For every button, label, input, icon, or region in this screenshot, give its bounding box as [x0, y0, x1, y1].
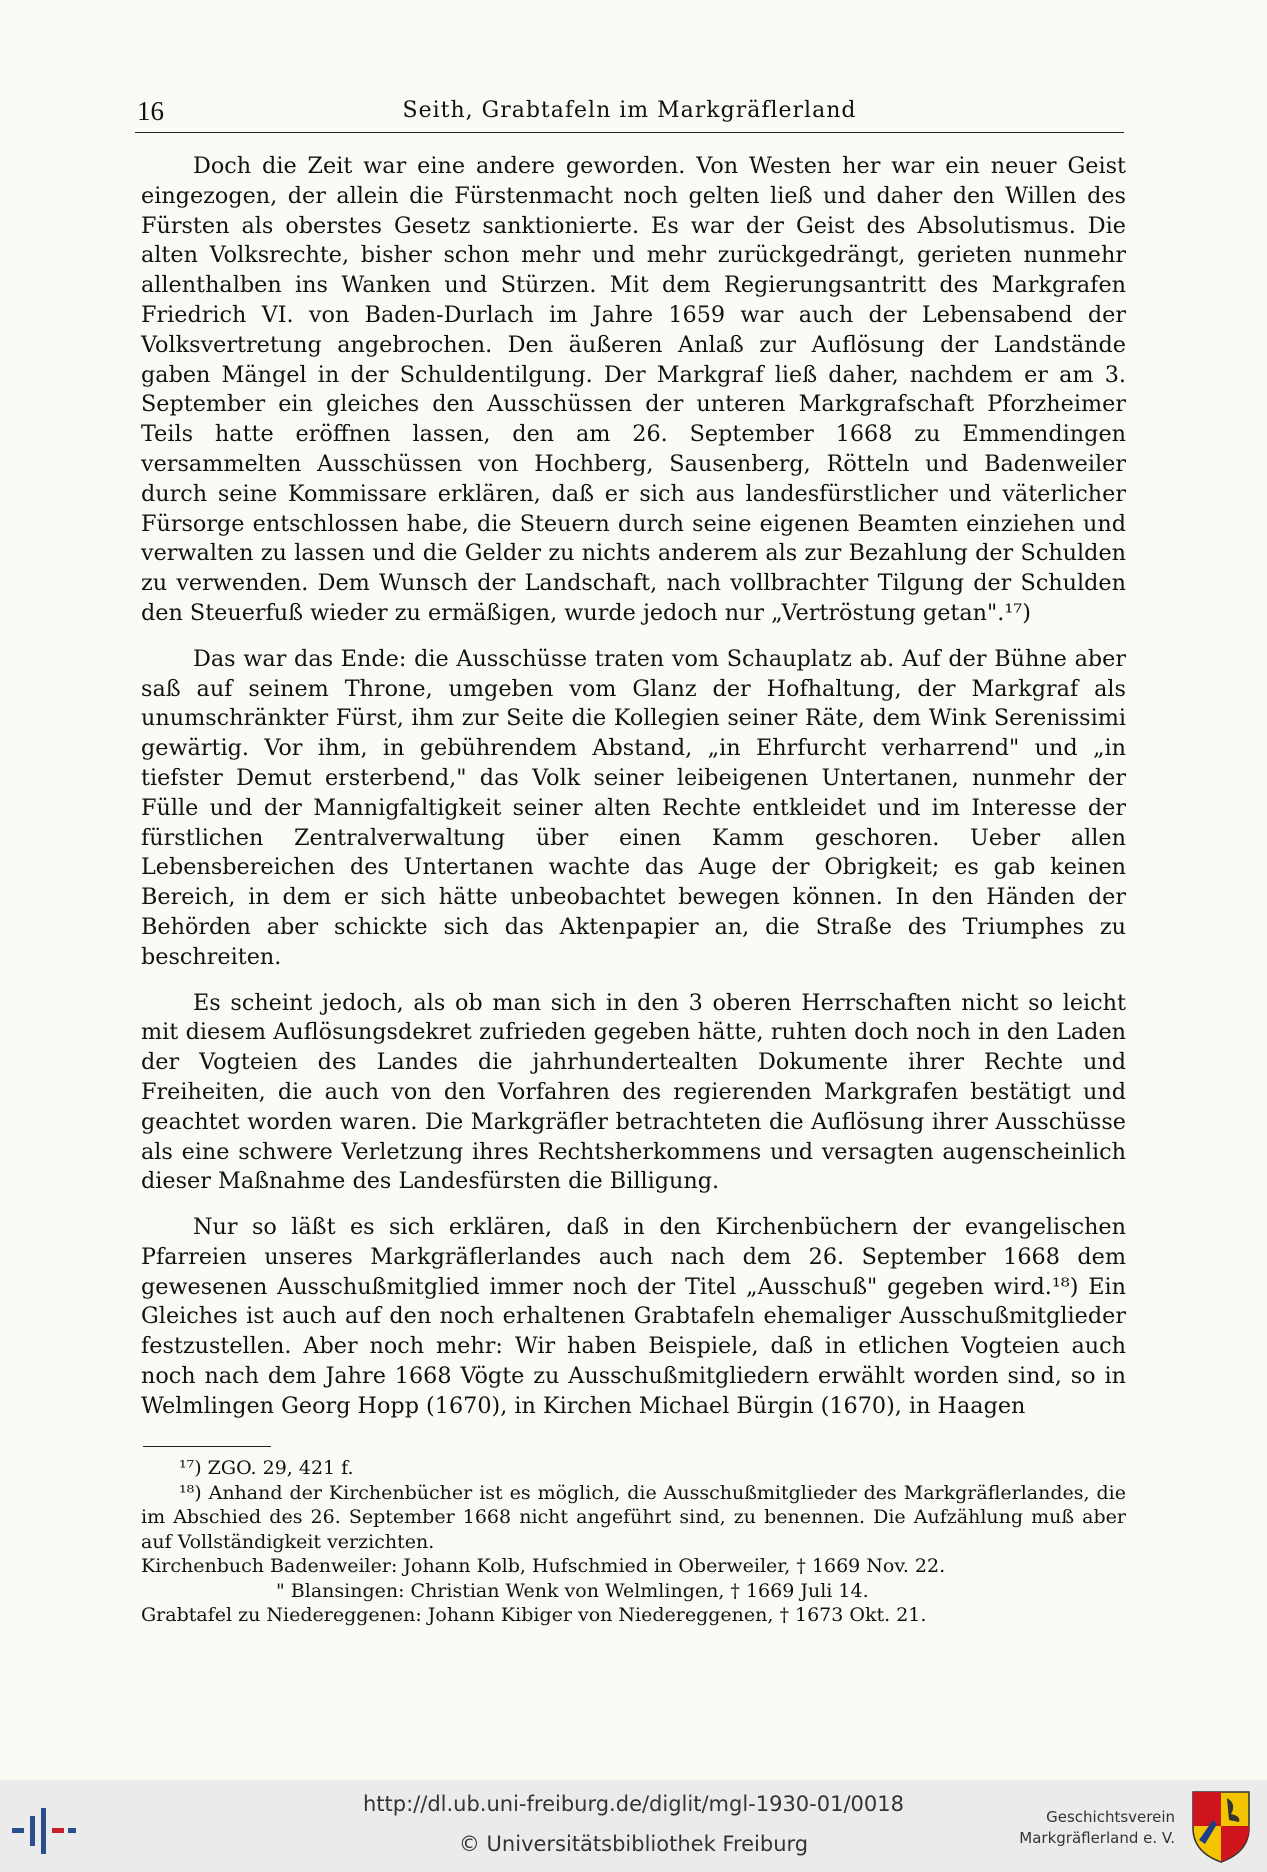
running-title: Seith, Grabtafeln im Markgräflerland: [402, 98, 857, 123]
page-header: [135, 92, 1124, 133]
footnotes: [141, 1456, 1126, 1628]
footnote-17: ¹⁷) ZGO. 29, 421 f.: [179, 1457, 354, 1479]
footnote-18: ¹⁸) Anhand der Kirchenbücher ist es möglich, die Ausschußmitglieder des Markgräflerlandes, die im Abschied des 26. September 1668 nicht angeführt sind, zu benennen. Die Aufzählung muß aber auf Vollständigkeit verzichten.: [141, 1481, 1126, 1553]
coat-of-arms-icon: [1191, 1790, 1251, 1864]
paragraph: Das war das Ende: die Ausschüsse traten vom Schauplatz ab. Auf der Bühne aber saß auf seinem Throne, umgeben vom Glanz der Hofhaltung, der Markgraf als unumschränkter Fürst, ihm zur Seite die Kollegien seiner Räte, dem Wink Serenissimi gewärtig. Vor ihm, in gebührendem Abstand, „in Ehrfurcht verharrend" und „in tiefster Demut ersterbend," das Volk seiner leibeigenen Untertanen, nunmehr der Fülle und der Mannigfaltigkeit seiner alten Rechte entkleidet und im Interesse der fürstlichen Zentralverwaltung über einen Kamm geschoren. Ueber allen Lebensbereichen des Untertanen wachte das Auge der Obrigkeit; es gab keinen Bereich, in dem er sich hätte unbeobachtet bewegen können. In den Händen der Behörden aber schickte sich das Aktenpapier an, die Straße des Triumphes zu beschreiten.: [141, 645, 1126, 970]
organization-line: Markgräflerland e. V.: [1019, 1829, 1175, 1847]
footnote-reference: Grabtafel zu Niedereggenen: Johann Kibiger von Niedereggenen, † 1673 Okt. 21.: [141, 1604, 927, 1626]
organization-name: [1000, 1807, 1175, 1849]
permalink-url[interactable]: http://dl.ub.uni-freiburg.de/diglit/mgl-1930-01/0018: [362, 1792, 904, 1816]
paragraph: Es scheint jedoch, als ob man sich in den 3 oberen Herrschaften nicht so leicht mit diesem Auflösungsdekret zufrieden gegeben hätte, ruhten doch noch in den Laden der Vogteien des Landes die jahrhundertealten Dokumente ihrer Rechte und Freiheiten, die auch von den Vorfahren des regierenden Markgrafen bestätigt und geachtet worden waren. Die Markgräfler betrachteten die Auflösung ihrer Ausschüsse als eine schwere Verletzung ihres Rechtsherkommens und versagten augenscheinlich dieser Maßnahme des Landesfürsten die Billigung.: [141, 989, 1126, 1195]
copyright-text: © Universitätsbibliothek Freiburg: [458, 1832, 809, 1856]
footnote-reference: " Blansingen: Christian Wenk von Welmlingen, † 1669 Juli 14.: [276, 1579, 869, 1602]
paragraph: Nur so läßt es sich erklären, daß in den Kirchenbüchern der evangelischen Pfarreien unseres Markgräflerlandes auch nach dem 26. September 1668 dem gewesenen Ausschußmitglied immer noch der Titel „Ausschuß" gegeben wird.¹⁸) Ein Gleiches ist auch auf den noch erhaltenen Grabtafeln ehemaliger Ausschußmitglieder festzustellen. Aber noch mehr: Wir haben Beispiele, daß in etlichen Vogteien auch noch nach dem Jahre 1668 Vögte zu Ausschußmitgliedern erwählt worden sind, so in Welmlingen Georg Hopp (1670), in Kirchen Michael Bürgin (1670), in Haagen: [141, 1214, 1126, 1419]
page-number: 16: [137, 96, 164, 126]
footnote-divider: [143, 1446, 271, 1447]
footer-bar: [0, 1780, 1267, 1872]
body-text: [141, 152, 1126, 1438]
organization-line: Geschichtsverein: [1046, 1808, 1175, 1826]
footnote-reference: Kirchenbuch Badenweiler: Johann Kolb, Hufschmied in Oberweiler, † 1669 Nov. 22.: [141, 1555, 946, 1577]
paragraph: Doch die Zeit war eine andere geworden. Von Westen her war ein neuer Geist eingezogen, der allein die Fürstenmacht noch gelten ließ und daher den Willen des Fürsten als oberstes Gesetz sanktionierte. Es war der Geist des Absolutismus. Die alten Volksrechte, bisher schon mehr und mehr zurückgedrängt, gerieten nunmehr allenthalben ins Wanken und Stürzen. Mit dem Regierungsantritt des Markgrafen Friedrich VI. von Baden-Durlach im Jahre 1659 war auch der Lebensabend der Volksvertretung angebrochen. Den äußeren Anlaß zur Auflösung der Landstände gaben Mängel in der Schuldentilgung. Der Markgraf ließ daher, nachdem er am 3. September ein gleiches den Ausschüssen der unteren Markgrafschaft Pforzheimer Teils hatte eröffnen lassen, den am 26. September 1668 zu Emmendingen versammelten Ausschüssen von Hochberg, Sausenberg, Rötteln und Badenweiler durch seine Kommissare erklären, daß er sich aus landesfürstlicher und väterlicher Fürsorge entschlossen habe, die Steuern durch seine eigenen Beamten einziehen und verwalten zu lassen und die Gelder zu nichts anderem als zur Bezahlung der Schulden zu verwenden. Dem Wunsch der Landschaft, nach vollbrachter Tilgung der Schulden den Steuerfuß wieder zu ermäßigen, wurde jedoch nur „Vertröstung getan".¹⁷): [141, 153, 1126, 626]
